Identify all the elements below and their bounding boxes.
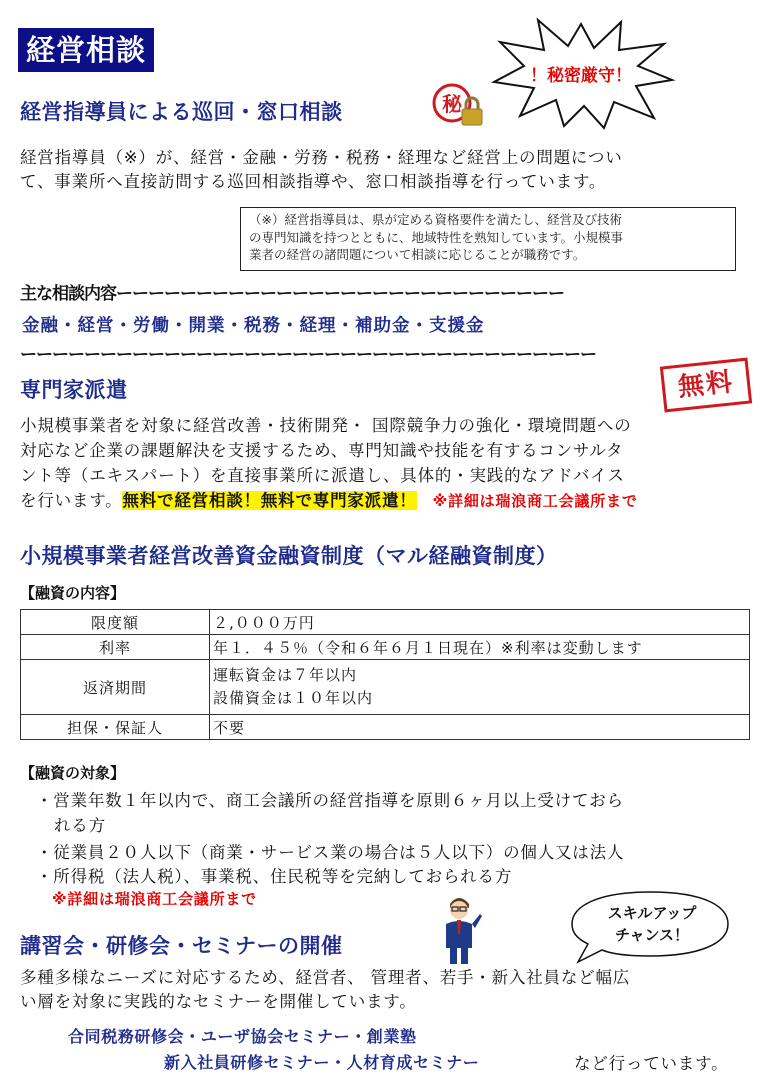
businessman-icon xyxy=(436,890,482,966)
table-value-line: 運転資金は７年以内 xyxy=(213,666,358,684)
table-row xyxy=(21,715,750,740)
section-heading-expert: 専門家派遣 xyxy=(20,378,128,402)
paragraph-line: て、事業所へ直接訪問する巡回相談指導や、窓口相談指導を行っています。 xyxy=(20,172,607,191)
topics-label: 主な相談内容 xyxy=(20,284,116,304)
section-heading-consulting: 経営指導員による巡回・窓口相談 xyxy=(20,100,343,124)
paragraph-line: 経営指導員（※）が、経営・金融・労務・税務・経理など経営上の問題につい xyxy=(20,148,623,167)
table-row xyxy=(21,610,750,635)
details-note: ※詳細は瑞浪商工会議所まで xyxy=(432,492,638,510)
table-key: 返済期間 xyxy=(21,660,210,715)
paragraph-line: 多種多様なニーズに対応するため、経営者、 管理者、若手・新入社員など幅広 xyxy=(20,968,631,987)
paragraph-line: 対応など企業の課題解決を支援するため、専門知識や技能を有するコンサルタ xyxy=(20,441,624,460)
table-value: 不要 xyxy=(210,715,750,740)
list-item: ・所得税（法人税）、事業税、住民税等を完納しておられる方 xyxy=(36,867,513,886)
table-value: 年１．４５％（令和６年６月１日現在）※利率は変動します xyxy=(210,635,750,660)
note-line: の専門知識を持つとともに、地域特性を熟知しています。小規模事 xyxy=(249,229,624,245)
loan-target-label: 【融資の対象】 xyxy=(20,764,126,782)
table-key: 担保・保証人 xyxy=(21,715,210,740)
secret-lock-icon xyxy=(430,82,486,128)
expert-paragraph xyxy=(20,413,760,514)
bubble-line: チャンス！ xyxy=(614,926,690,944)
dash-divider: ーーーーーーーーーーーーーーーーーーーーーーーーーーーーーーーーーーーー xyxy=(20,345,596,365)
table-value-line: 設備資金は１０年以内 xyxy=(213,689,374,707)
table-value: ２,０００万円 xyxy=(210,610,750,635)
list-item: ・営業年数１年以内で、商工会議所の経営指導を原則６ヶ月以上受けておら xyxy=(36,791,624,810)
table-key: 限度額 xyxy=(21,610,210,635)
paragraph-line: ント等（エキスパート）を直接事業所に派遣し、具体的・実践的なアドバイス xyxy=(20,466,625,485)
secret-stamp-char: 秘 xyxy=(442,92,462,116)
starburst-text: ！秘密厳守！ xyxy=(530,66,632,85)
starburst-badge xyxy=(486,14,676,132)
details-note: ※詳細は瑞浪商工会議所まで xyxy=(52,890,257,908)
consulting-paragraph xyxy=(20,146,750,194)
section-heading-seminars: 講習会・研修会・セミナーの開催 xyxy=(20,934,343,958)
topics-header xyxy=(20,279,564,304)
note-line: 業者の経営の諸問題について相談に応じることが職務です。 xyxy=(249,247,586,262)
list-item: ・従業員２０人以下（商業・サービス業の場合は５人以下）の個人又は法人 xyxy=(36,843,625,862)
speech-bubble xyxy=(568,888,732,964)
seminar-paragraph xyxy=(20,966,760,1014)
loan-content-label: 【融資の内容】 xyxy=(20,584,126,602)
section-heading-loan: 小規模事業者経営改善資金融資制度（マル経融資制度） xyxy=(20,544,558,568)
paragraph-line: い層を対象に実践的なセミナーを開催しています。 xyxy=(20,992,417,1011)
paragraph-text: を行います。 xyxy=(20,491,123,510)
paragraph-line: 小規模事業者を対象に経営改善・技術開発・ 国際競争力の強化・環境問題への xyxy=(20,416,632,435)
seminar-list-2: 新入社員研修セミナー・人材育成セミナー xyxy=(164,1053,480,1072)
table-key: 利率 xyxy=(21,635,210,660)
topics-list: 金融・経営・労働・開業・税務・経理・補助金・支援金 xyxy=(22,316,485,336)
seminar-tail: など行っています。 xyxy=(574,1054,729,1073)
bubble-line: スキルアップ xyxy=(607,904,697,922)
loan-table xyxy=(20,609,750,740)
advisor-note-box xyxy=(240,207,736,271)
note-line: （※）経営指導員は、県が定める資格要件を満たし、経営及び技術 xyxy=(249,212,622,227)
seminar-list-1: 合同税務研修会・ユーザ協会セミナー・創業塾 xyxy=(68,1027,417,1046)
page-title: 経営相談 xyxy=(18,28,154,72)
dashes: ーーーーーーーーーーーーーーーーーーーーーーーーーーーー xyxy=(116,284,564,304)
paragraph-line xyxy=(20,488,760,514)
table-row xyxy=(21,635,750,660)
free-highlight: 無料で経営相談！無料で専門家派遣！ xyxy=(122,491,417,510)
list-item: れる方 xyxy=(54,816,106,835)
table-value xyxy=(210,660,750,715)
table-row xyxy=(21,660,750,715)
free-stamp: 無料 xyxy=(660,358,752,413)
